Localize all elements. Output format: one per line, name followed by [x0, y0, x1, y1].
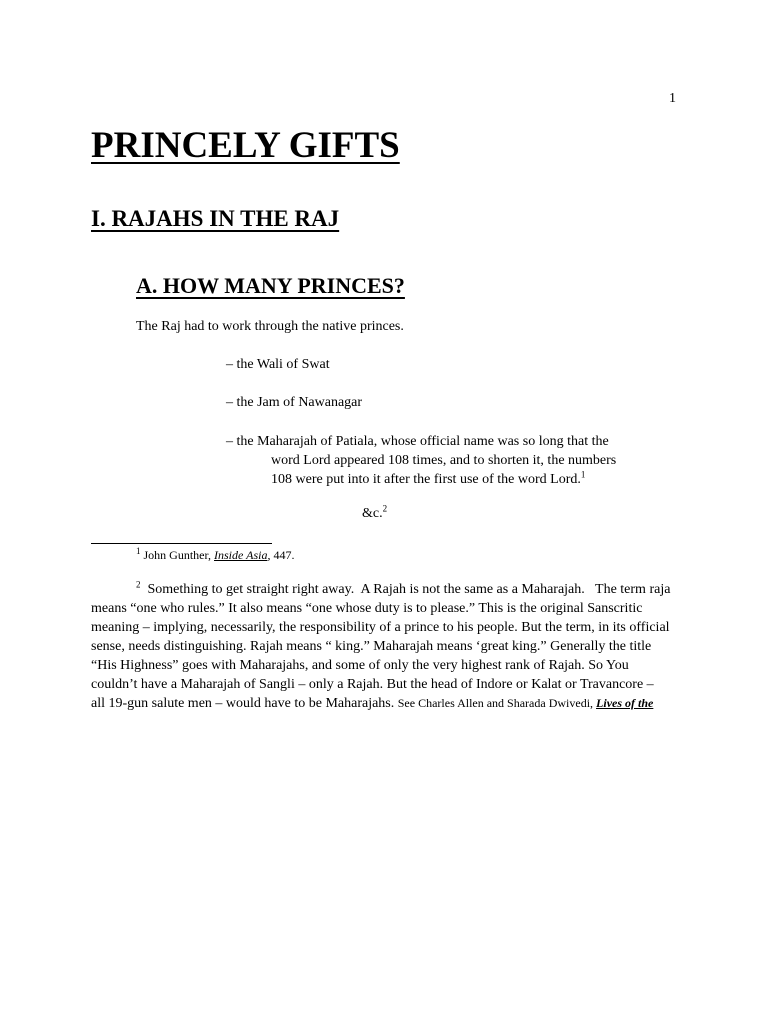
- footnote-2: [91, 580, 681, 713]
- document-title: PRINCELY GIFTS: [91, 125, 400, 166]
- footnote-2-book-title: Lives of the: [596, 696, 654, 710]
- patiala-line-3-text: 108 were put into it after the first use of the word Lord.: [271, 472, 581, 487]
- footnote-2-see-text: See Charles Allen and Sharada Dwivedi,: [397, 696, 597, 710]
- list-item-jam-of-nawanagar: – the Jam of Nawanagar: [226, 395, 363, 410]
- subsection-heading: A. HOW MANY PRINCES?: [136, 273, 405, 298]
- footnote-ref-1[interactable]: 1: [580, 469, 586, 480]
- footnote-1-marker: 1: [136, 546, 141, 556]
- footnote-1-page: , 447.: [267, 548, 295, 562]
- footnote-1-book-title: Inside Asia: [214, 548, 268, 562]
- footnote-2-line-5: “His Highness” goes with Maharajahs, and some of only the very highest rank of Rajah. So You: [91, 658, 629, 673]
- page-number: 1: [669, 91, 676, 106]
- list-item-wali-of-swat: – the Wali of Swat: [226, 357, 330, 372]
- patiala-line-2: word Lord appeared 108 times, and to shorten it, the numbers: [271, 453, 617, 468]
- footnote-2-line-6: couldn’t have a Maharajah of Sangli – only a Rajah. But the head of Indore or Kalat or Travancore –: [91, 677, 654, 692]
- patiala-line-1: – the Maharajah of Patiala, whose official name was so long that the: [226, 434, 609, 449]
- footnote-2-line-7-text: all 19-gun salute men – would have to be Maharajahs.: [91, 696, 395, 711]
- footnote-separator: [91, 543, 272, 544]
- patiala-line-3: [226, 470, 616, 489]
- etc-text: &c.: [362, 506, 383, 521]
- list-item-maharajah-of-patiala: [226, 432, 616, 489]
- footnote-2-line-3: meaning – implying, necessarily, the responsibility of a prince to his people. But the term, in its official: [91, 620, 670, 635]
- footnote-1: [136, 548, 294, 563]
- footnote-2-line-2: means “one who rules.” It also means “one whose duty is to please.” This is the original Sanscritic: [91, 601, 643, 616]
- footnote-2-line-7: [91, 694, 681, 713]
- intro-paragraph: The Raj had to work through the native princes.: [136, 319, 404, 334]
- footnote-ref-2[interactable]: 2: [382, 503, 388, 514]
- footnote-2-line-4: sense, needs distinguishing. Rajah means “ king.” Maharajah means ‘great king.” Generally the title: [91, 639, 652, 654]
- etc-line: [362, 503, 388, 522]
- footnote-2-marker: 2: [136, 579, 141, 590]
- section-heading: I. RAJAHS IN THE RAJ: [91, 206, 340, 231]
- footnote-1-author: John Gunther,: [143, 548, 215, 562]
- footnote-2-line-1: [91, 580, 681, 599]
- footnote-2-line-1-text: Something to get straight right away. A Rajah is not the same as a Maharajah. The term raja: [140, 582, 671, 597]
